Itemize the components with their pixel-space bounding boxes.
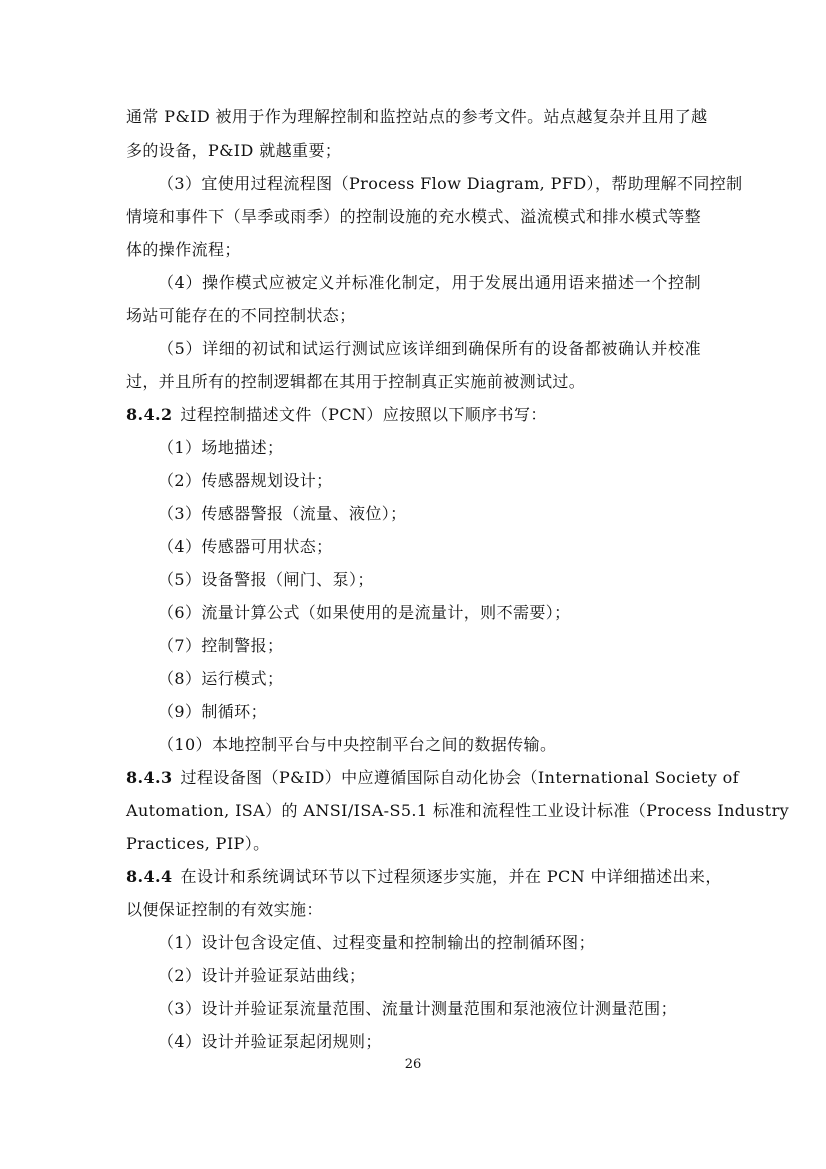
body-text-line: Practices, PIP）。 <box>126 834 270 853</box>
body-text-line: 场站可能存在的不同控制状态； <box>126 306 356 325</box>
list-item: （4）操作模式应被定义并标准化制定，用于发展出通用语来描述一个控制 <box>158 273 701 292</box>
section-text: 在设计和系统调试环节以下过程须逐步实施，并在 PCN 中详细描述出来， <box>180 867 722 886</box>
list-item: （7）控制警报； <box>158 636 284 655</box>
body-text-line: 情境和事件下（旱季或雨季）的控制设施的充水模式、溢流模式和排水模式等整 <box>126 207 701 226</box>
section-heading-line <box>126 405 547 425</box>
list-item: （3）宜使用过程流程图（Process Flow Diagram, PFD），帮助理解不同控制 <box>158 174 743 193</box>
list-item: （8）运行模式； <box>158 669 284 688</box>
body-text-line: 多的设备，P&ID 就越重要； <box>126 141 342 160</box>
list-item: （5）详细的初试和试运行测试应该详细到确保所有的设备都被确认并校准 <box>158 339 701 358</box>
section-heading-line <box>126 867 722 887</box>
list-item: （3）传感器警报（流量、液位）； <box>158 504 407 523</box>
list-item: （4）传感器可用状态； <box>158 537 333 556</box>
list-item: （1）设计包含设定值、过程变量和控制输出的控制循环图； <box>158 933 595 952</box>
section-text: 过程设备图（P&ID）中应遵循国际自动化协会（International Society of <box>180 768 739 787</box>
section-text: 过程控制描述文件（PCN）应按照以下顺序书写： <box>180 405 547 424</box>
list-item: （9）制循环； <box>158 702 267 721</box>
list-item: （10）本地控制平台与中央控制平台之间的数据传输。 <box>158 735 557 754</box>
list-item: （6）流量计算公式（如果使用的是流量计，则不需要）； <box>158 603 571 622</box>
list-item: （4）设计并验证泵起闭规则； <box>158 1032 382 1051</box>
list-item: （2）设计并验证泵站曲线； <box>158 966 366 985</box>
body-text-line: Automation, ISA）的 ANSI/ISA-S5.1 标准和流程性工业设计标准（Process Industry <box>126 801 790 820</box>
section-number: 8.4.2 <box>126 405 173 424</box>
body-text-line: 以便保证控制的有效实施： <box>126 900 323 919</box>
list-item: （3）设计并验证泵流量范围、流量计测量范围和泵池液位计测量范围； <box>158 999 677 1018</box>
section-heading-line <box>126 768 739 788</box>
page-number: 26 <box>404 1057 422 1072</box>
section-number: 8.4.3 <box>126 768 173 787</box>
list-item: （5）设备警报（闸门、泵）； <box>158 570 374 589</box>
body-text-line: 体的操作流程； <box>126 240 241 259</box>
list-item: （1）场地描述； <box>158 438 284 457</box>
body-text-line: 过，并且所有的控制逻辑都在其用于控制真正实施前被测试过。 <box>126 372 586 391</box>
body-text-line: 通常 P&ID 被用于作为理解控制和监控站点的参考文件。站点越复杂并且用了越 <box>126 107 708 126</box>
section-number: 8.4.4 <box>126 867 173 886</box>
list-item: （2）传感器规划设计； <box>158 471 333 490</box>
